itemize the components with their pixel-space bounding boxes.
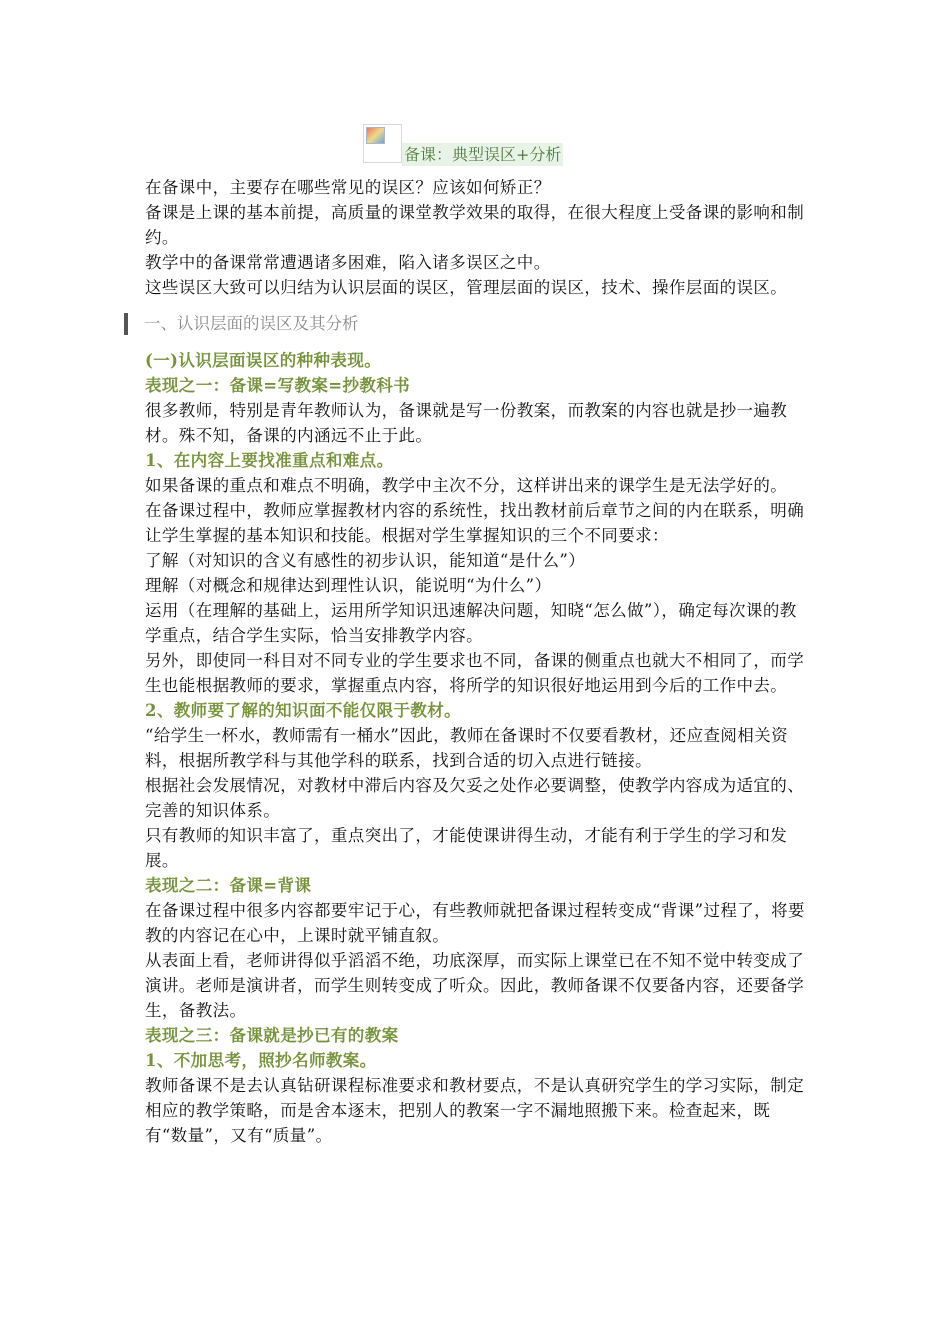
paragraph: 在备课过程中，教师应掌握教材内容的系统性，找出教材前后章节之间的内在联系，明确让学生掌握的基本知识和技能。根据对学生掌握知识的三个不同要求： <box>145 501 805 545</box>
subheading: 1、在内容上要找准重点和难点。 <box>145 451 394 470</box>
subheading: 表现之三：备课就是抄已有的教案 <box>145 1026 399 1045</box>
paragraph: 如果备课的重点和难点不明确，教学中主次不分，这样讲出来的课学生是无法学好的。 <box>145 476 788 495</box>
subheading: 表现之二：备课=背课 <box>145 876 312 895</box>
paragraph: 很多教师，特别是青年教师认为，备课就是写一份教案，而教案的内容也就是抄一遍教材。殊不知，备课的内涵远不止于此。 <box>145 401 788 445</box>
document-title: 备课：典型误区+分析 <box>404 145 562 164</box>
paragraph: “给学生一杯水，教师需有一桶水”因此，教师在备课时不仅要看教材，还应查阅相关资料，根据所教学科与其他学科的联系，找到合适的切入点进行链接。 <box>145 726 788 770</box>
section-bar <box>124 313 128 335</box>
title-row <box>363 124 603 166</box>
picture-icon <box>363 124 402 163</box>
content <box>145 348 810 1148</box>
paragraph: 理解（对概念和规律达到理性认识，能说明“为什么”） <box>145 576 552 595</box>
paragraph: 另外，即使同一科目对不同专业的学生要求也不同，备课的侧重点也就大不相同了，而学生也能根据教师的要求，掌握重点内容，将所学的知识很好地运用到今后的工作中去。 <box>145 651 805 695</box>
section-heading-text: 一、认识层面的误区及其分析 <box>144 314 359 333</box>
paragraph: 从表面上看，老师讲得似乎滔滔不绝，功底深厚，而实际上课堂已在不知不觉中转变成了演讲。老师是演讲者，而学生则转变成了听众。因此，教师备课不仅要备内容，还要备学生，备教法。 <box>145 951 805 1020</box>
intro-paragraph: 在备课中，主要存在哪些常见的误区？应该如何矫正？ <box>145 178 551 197</box>
subheading: 1、不加思考，照抄名师教案。 <box>145 1051 377 1070</box>
subheading: (一)认识层面误区的种种表现。 <box>145 351 382 370</box>
subheading: 2、教师要了解的知识面不能仅限于教材。 <box>145 701 462 720</box>
intro-paragraph: 备课是上课的基本前提，高质量的课堂教学效果的取得，在很大程度上受备课的影响和制约。 <box>145 203 805 247</box>
paragraph: 运用（在理解的基础上，运用所学知识迅速解决问题，知晓“怎么做”），确定每次课的教学重点，结合学生实际，恰当安排教学内容。 <box>145 601 797 645</box>
document-body <box>145 175 810 1148</box>
paragraph: 在备课过程中很多内容都要牢记于心，有些教师就把备课过程转变成“背课”过程了，将要教的内容记在心中，上课时就平铺直叙。 <box>145 901 805 945</box>
intro-paragraph: 这些误区大致可以归结为认识层面的误区，管理层面的误区，技术、操作层面的误区。 <box>145 278 788 297</box>
subheading: 表现之一：备课=写教案=抄教科书 <box>145 376 411 395</box>
paragraph: 教师备课不是去认真钻研课程标准要求和教材要点，不是认真研究学生的学习实际，制定相应的教学策略，而是舍本逐末，把别人的教案一字不漏地照搬下来。检查起来，既有“数量”，又有“质量”。 <box>145 1076 805 1145</box>
paragraph: 根据社会发展情况，对教材中滞后内容及欠妥之处作必要调整，使教学内容成为适宜的、完善的知识体系。 <box>145 776 805 820</box>
paragraph: 了解（对知识的含义有感性的初步认识，能知道“是什么”） <box>145 551 586 570</box>
paragraph: 只有教师的知识丰富了，重点突出了，才能使课讲得生动，才能有利于学生的学习和发展。 <box>145 826 788 870</box>
section-heading <box>124 310 810 338</box>
intro-paragraph: 教学中的备课常常遭遇诸多困难，陷入诸多误区之中。 <box>145 253 551 272</box>
